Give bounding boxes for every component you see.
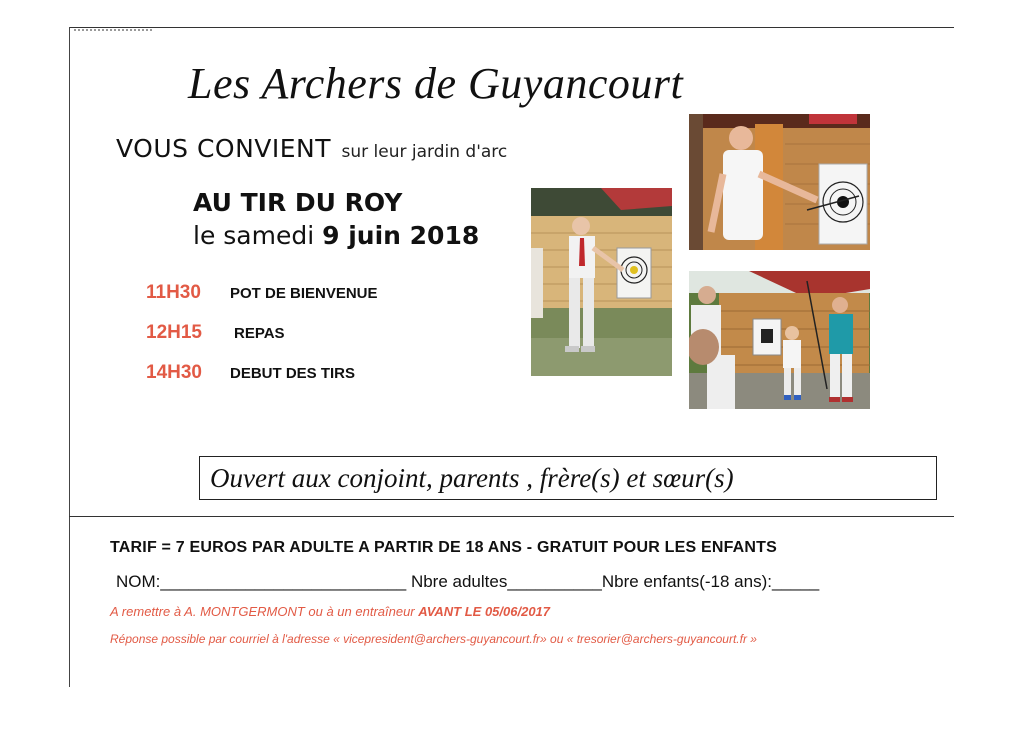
enfants-blank: _____ [771,572,820,591]
section-divider [69,516,954,517]
frame-left-line [69,27,70,687]
email-note: Réponse possible par courriel à l'adresse « vicepresident@archers-guyancourt.fr» ou « tresorier@archers-guyancourt.fr » [110,632,757,646]
schedule-label: DEBUT DES TIRS [230,365,356,382]
nom-label: NOM: [116,572,161,591]
return-note-text: A remettre à A. MONTGERMONT ou à un entraîneur [110,604,415,619]
schedule-item [146,362,378,402]
schedule-time: 14H30 [146,362,202,383]
schedule-item [146,282,378,322]
schedule-item [146,322,378,362]
invite-main: VOUS CONVIENT [116,134,332,163]
open-to-box [199,456,937,500]
enfants-label: Nbre enfants(-18 ans): [601,572,772,591]
adultes-blank: __________ [507,572,602,591]
return-note [110,604,550,619]
event-date-bold: 9 juin 2018 [322,221,480,250]
nom-blank: __________________________ [160,572,407,591]
photo-archer-tshirt [689,114,870,250]
schedule-label: REPAS [234,325,285,342]
open-to-text: Ouvert aux conjoint, parents , frère(s) et sœur(s) [210,462,734,493]
frame-top-line [69,27,954,28]
photo-archer-tie [531,188,672,376]
tarif-text: TARIF = 7 EUROS PAR ADULTE A PARTIR DE 18 ANS - GRATUIT POUR LES ENFANTS [110,539,778,556]
schedule-label: POT DE BIENVENUE [230,285,378,302]
schedule-list [146,282,378,402]
adultes-label: Nbre adultes [410,572,508,591]
schedule-time: 12H15 [146,322,202,343]
return-deadline: AVANT LE 05/06/2017 [418,604,551,619]
event-date-prefix: le samedi [193,221,315,250]
invite-rest: sur leur jardin d'arc [341,142,508,162]
registration-form-line [116,572,819,592]
event-name: AU TIR DU ROY [193,188,403,217]
scan-artifact [74,29,154,31]
event-date [193,221,479,250]
photo-group-child [689,271,870,409]
invite-line [116,134,507,163]
event-block [193,188,479,250]
schedule-time: 11H30 [146,282,201,303]
club-title: Les Archers de Guyancourt [188,59,684,108]
